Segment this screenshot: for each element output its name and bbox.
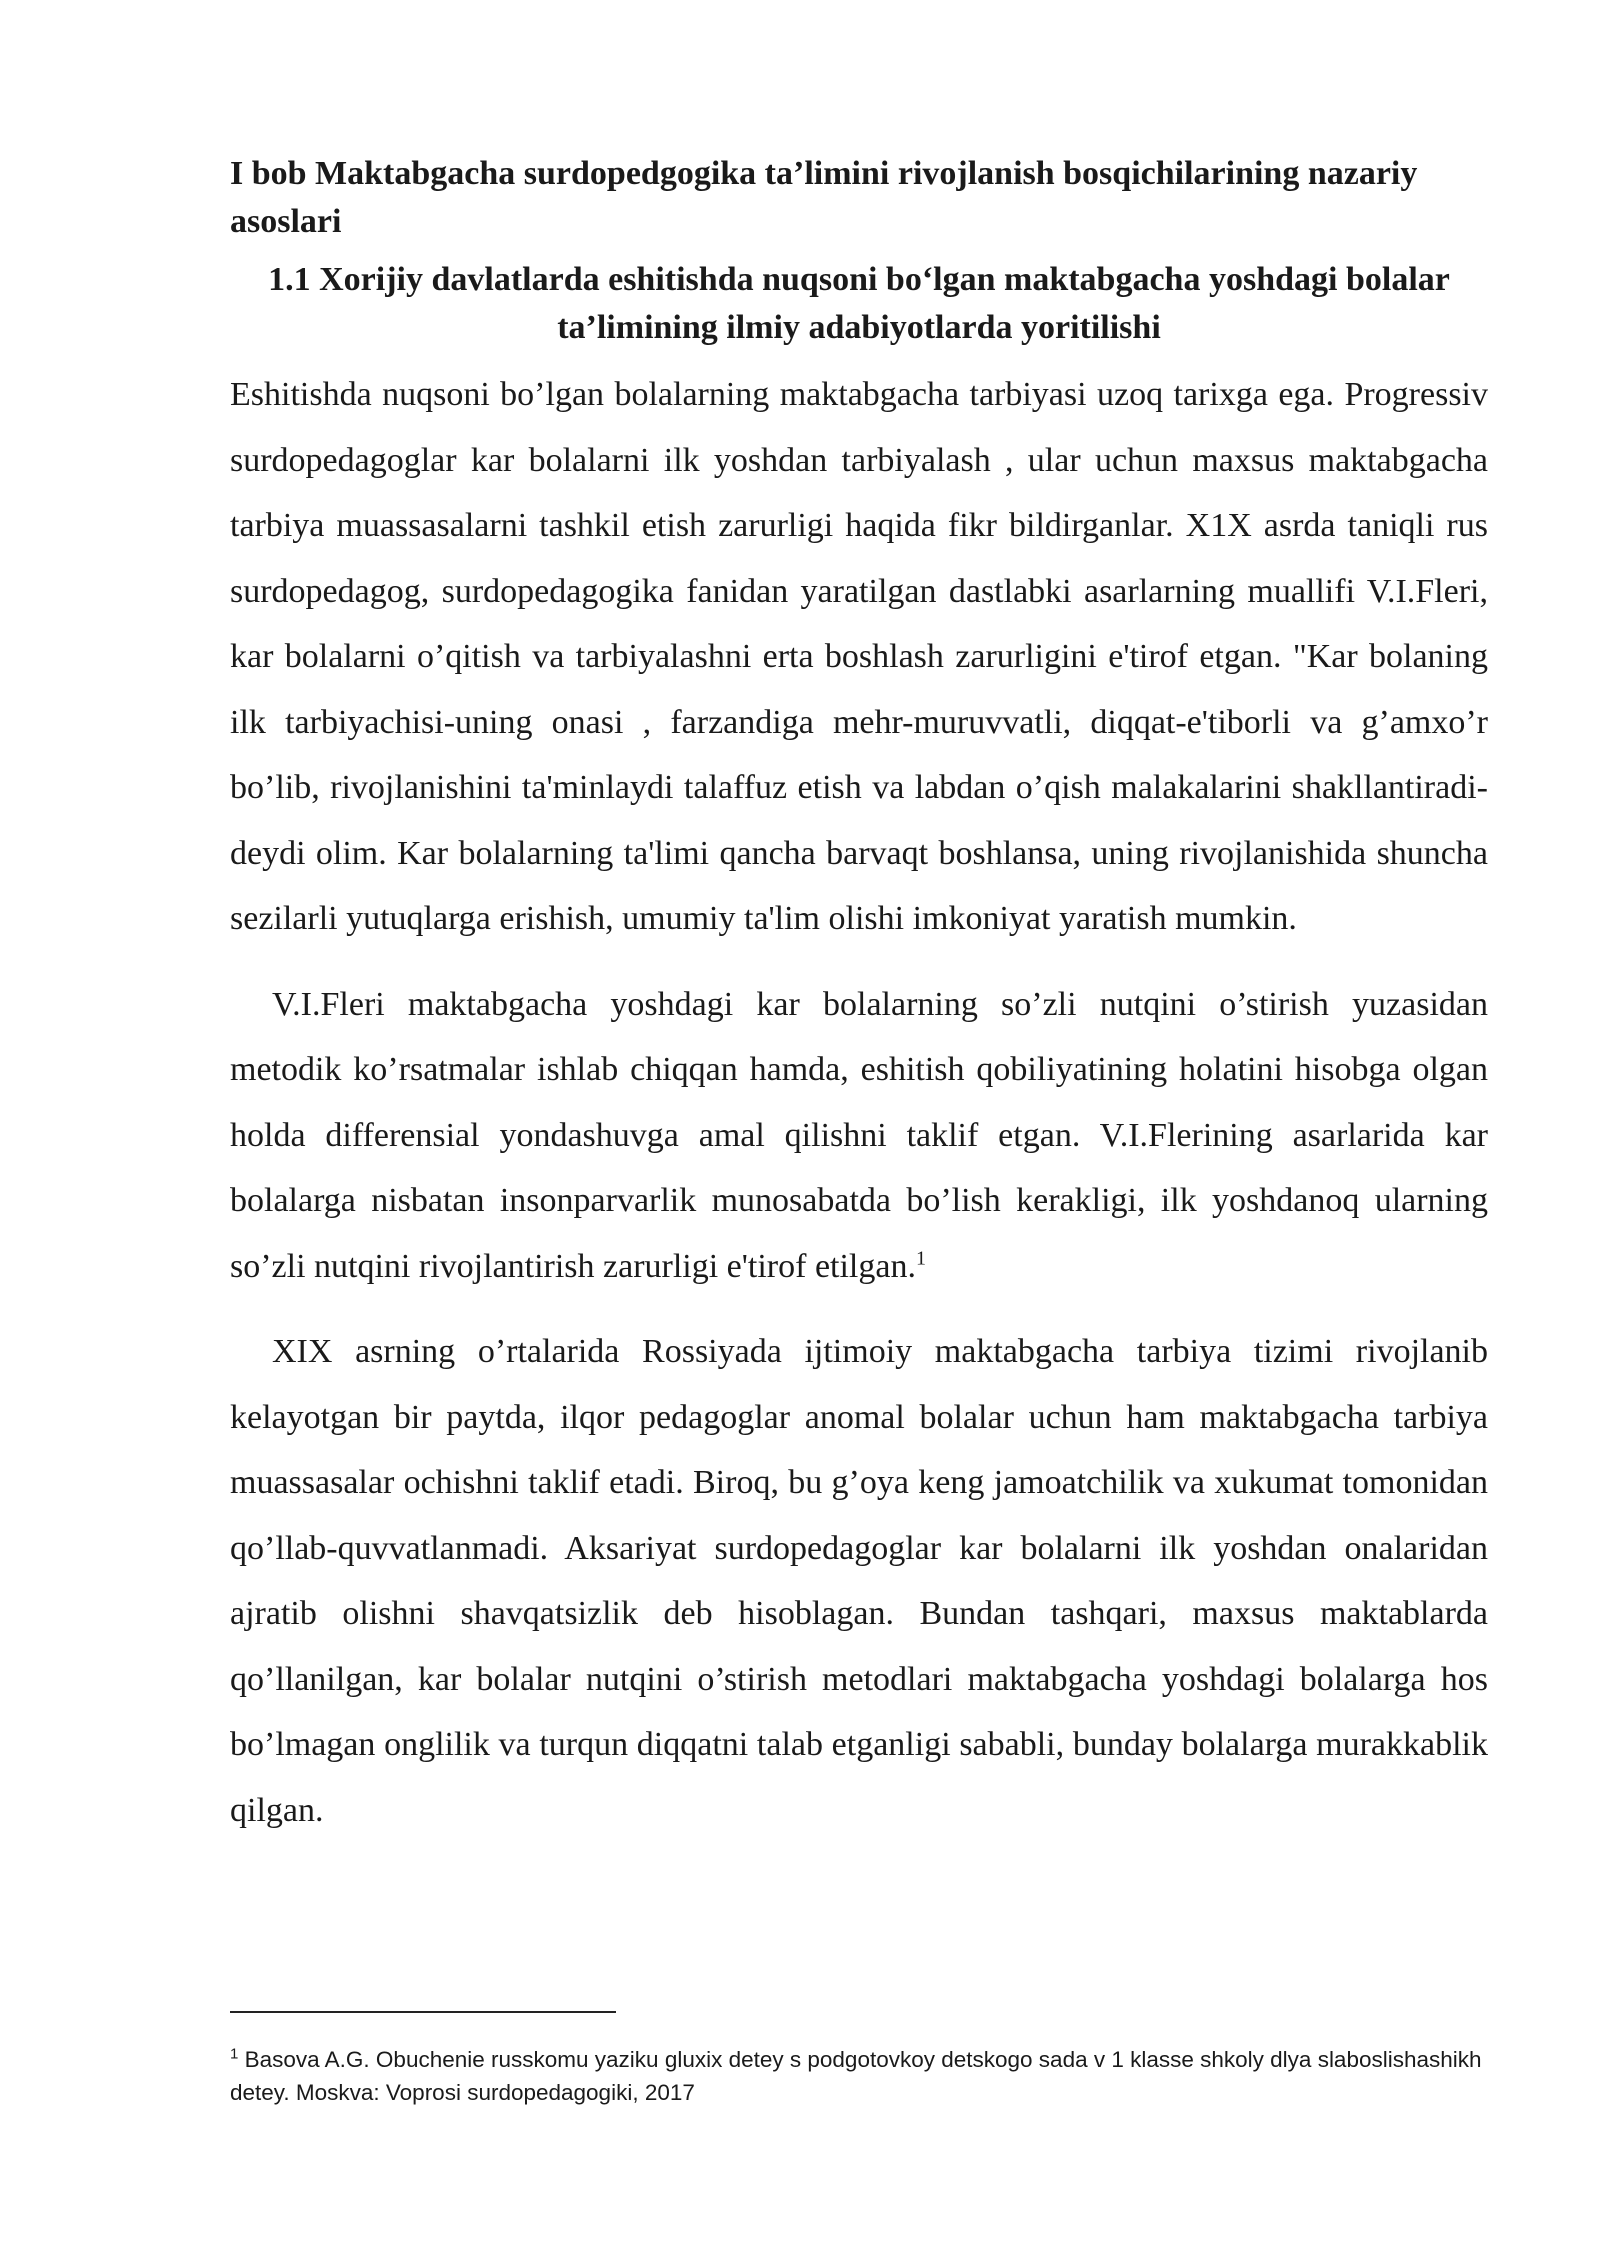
footnote-separator: [230, 2011, 616, 2013]
paragraph-3: XIX asrning o’rtalarida Rossiyada ijtimoiy maktabgacha tarbiya tizimi rivojlanib kelayotgan bir paytda, ilqor pedagoglar anomal bolalar uchun ham maktabgacha tarbiya muassasalar ochishni taklif etadi. Biroq, bu g’oya keng jamoatchilik va xukumat tomonidan qo’llab-quvvatlanmadi. Aksariyat surdopedagoglar kar bolalarni ilk yoshdan onalaridan ajratib olishni shavqatsizlik deb hisoblagan. Bundan tashqari, maxsus maktablarda qo’llanilgan, kar bolalar nutqini o’stirish metodlari maktabgacha yoshdagi bolalarga hos bo’lmagan onglilik va turqun diqqatni talab etganligi sababli, bunday bolalarga murakkablik qilgan.: [230, 1333, 1488, 1829]
footnote-mark: 1: [230, 2045, 239, 2063]
section-title: 1.1 Xorijiy davlatlarda eshitishda nuqsoni boʻlgan maktabgacha yoshdagi bolalar ta’limining ilmiy adabiyotlarda yoritilishi: [268, 261, 1450, 346]
chapter-title: I bob Maktabgacha surdopedgogika ta’limini rivojlanish bosqichilarining nazariy asoslari: [230, 155, 1418, 240]
footnote-text: Basova A.G. Obuchenie russkomu yaziku gluxix detey s podgotovkoy detskogo sada v 1 klasse shkoly dlya slaboslishashikh detey. Moskva: Voprosi surdopedagogiki, 2017: [230, 2047, 1482, 2105]
paragraph-1: Eshitishda nuqsoni bo’lgan bolalarning maktabgacha tarbiyasi uzoq tarixga ega. Progressiv surdopedagoglar kar bolalarni ilk yoshdan tarbiyalash , ular uchun maxsus maktabgacha tarbiya muassasalarni tashkil etish zarurligi haqida fikr bildirganlar. X1X asrda taniqli rus surdopedagog, surdopedagogika fanidan yaratilgan dastlabki asarlarning muallifi V.I.Fleri, kar bolalarni o’qitish va tarbiyalashni erta boshlash zarurligini e'tirof etgan. "Kar bolaning ilk tarbiyachisi-uning onasi , farzandiga mehr-muruvvatli, diqqat-e'tiborli va g’amxo’r bo’lib, rivojlanishini ta'minlaydi talaffuz etish va labdan o’qish malakalarini shakllantiradi-deydi olim. Kar bolalarning ta'limi qancha barvaqt boshlansa, uning rivojlanishida shuncha sezilarli yutuqlarga erishish, umumiy ta'lim olishi imkoniyat yaratish mumkin.: [230, 376, 1488, 937]
footnote-reference: 1: [915, 1247, 926, 1270]
paragraph-2-text: V.I.Fleri maktabgacha yoshdagi kar bolalarning so’zli nutqini o’stirish yuzasidan metodik ko’rsatmalar ishlab chiqqan hamda, eshitish qobiliyatining holatini hisobga olgan holda differensial yondashuvga amal qilishni taklif etgan. V.I.Flerining asarlarida kar bolalarga nisbatan insonparvarlik munosabatda bo’lish kerakligi, ilk yoshdanoq ularning so’zli nutqini rivojlantirish zarurligi e'tirof etilgan.: [230, 985, 1488, 1285]
paragraph-2: [230, 972, 1488, 1300]
footnote: [230, 2043, 1488, 2109]
document-page: [230, 150, 1488, 1863]
